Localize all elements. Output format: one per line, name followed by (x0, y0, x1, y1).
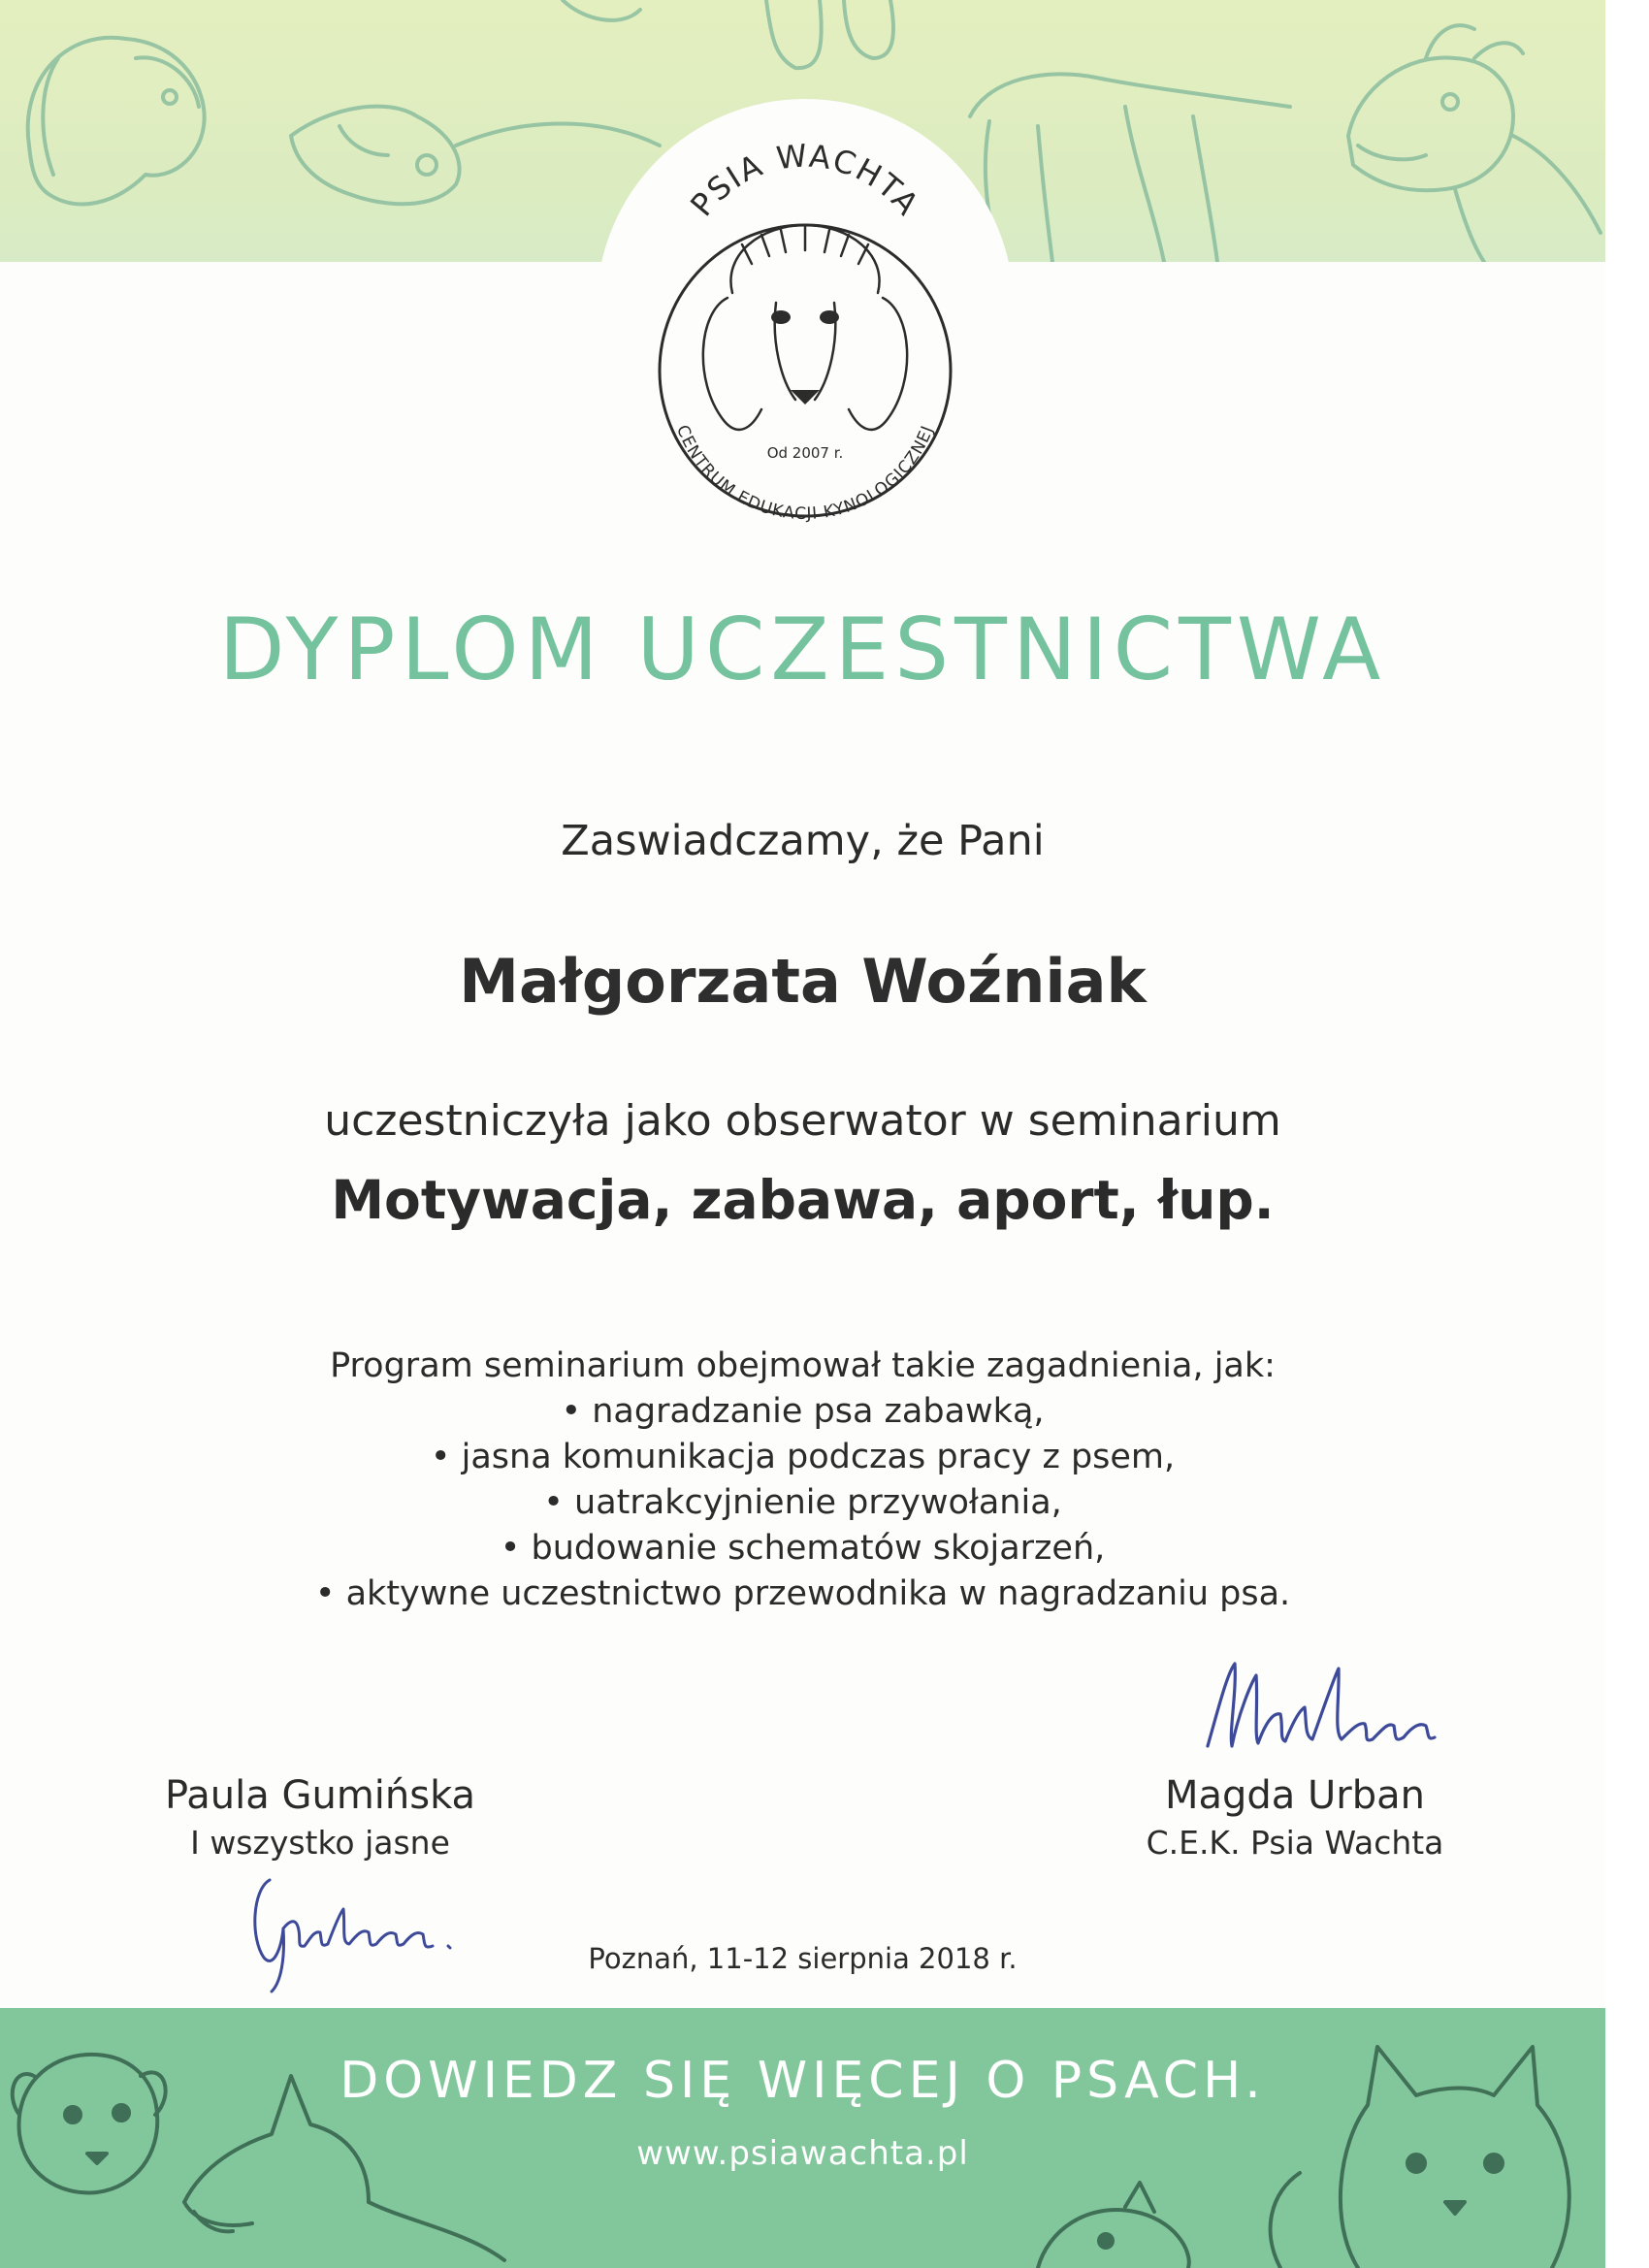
program-item: • jasna komunikacja podczas pracy z psem, (0, 1435, 1605, 1480)
signature-guminska (242, 1861, 475, 1996)
program-item: • uatrakcyjnienie przywołania, (0, 1480, 1605, 1526)
poodle-logo-icon (606, 109, 1004, 535)
signatory-left-role: I wszystko jasne (190, 1824, 450, 1862)
diploma-title: DYPLOM UCZESTNICTWA (218, 599, 1387, 699)
svg-text:CENTRUM EDUKACJI KYNOLOGICZNEJ (672, 422, 938, 524)
svg-text:PSIA WACHTA (683, 137, 926, 223)
signatory-right-name: Magda Urban (1164, 1773, 1425, 1818)
participant-name: Małgorzata Woźniak (459, 946, 1147, 1017)
logo-subtitle: CENTRUM EDUKACJI KYNOLOGICZNEJ (672, 422, 938, 525)
logo-brand: PSIA WACHTA (683, 137, 927, 224)
program-item: • nagradzanie psa zabawką, (0, 1389, 1605, 1435)
signatory-left (116, 1770, 524, 1865)
logo-since: Od 2007 r. (766, 444, 844, 462)
program-intro: Program seminarium obejmował takie zagadnienia, jak: (330, 1346, 1276, 1385)
footer-slogan: DOWIEDZ SIĘ WIĘCEJ O PSACH. (340, 2052, 1266, 2110)
signatory-left-name: Paula Gumińska (164, 1773, 476, 1818)
scan-margin (1605, 0, 1649, 2268)
program-list (0, 1344, 1605, 1617)
seminar-title: Motywacja, zabawa, aport, łup. (331, 1169, 1275, 1231)
participation-text: uczestniczyła jako obserwator w seminarium (324, 1096, 1281, 1146)
place-and-date: Poznań, 11-12 sierpnia 2018 r. (588, 1942, 1018, 1975)
signature-urban (1179, 1654, 1460, 1761)
signatory-right (1091, 1770, 1499, 1865)
certify-text: Zaswiadczamy, że Pani (561, 817, 1045, 865)
program-item: • aktywne uczestnictwo przewodnika w nagradzaniu psa. (0, 1571, 1605, 1617)
logo (606, 109, 1004, 535)
footer-website-link[interactable]: www.psiawachta.pl (636, 2134, 969, 2173)
signatory-right-role: C.E.K. Psia Wachta (1146, 1824, 1444, 1862)
program-item: • budowanie schematów skojarzeń, (0, 1526, 1605, 1571)
